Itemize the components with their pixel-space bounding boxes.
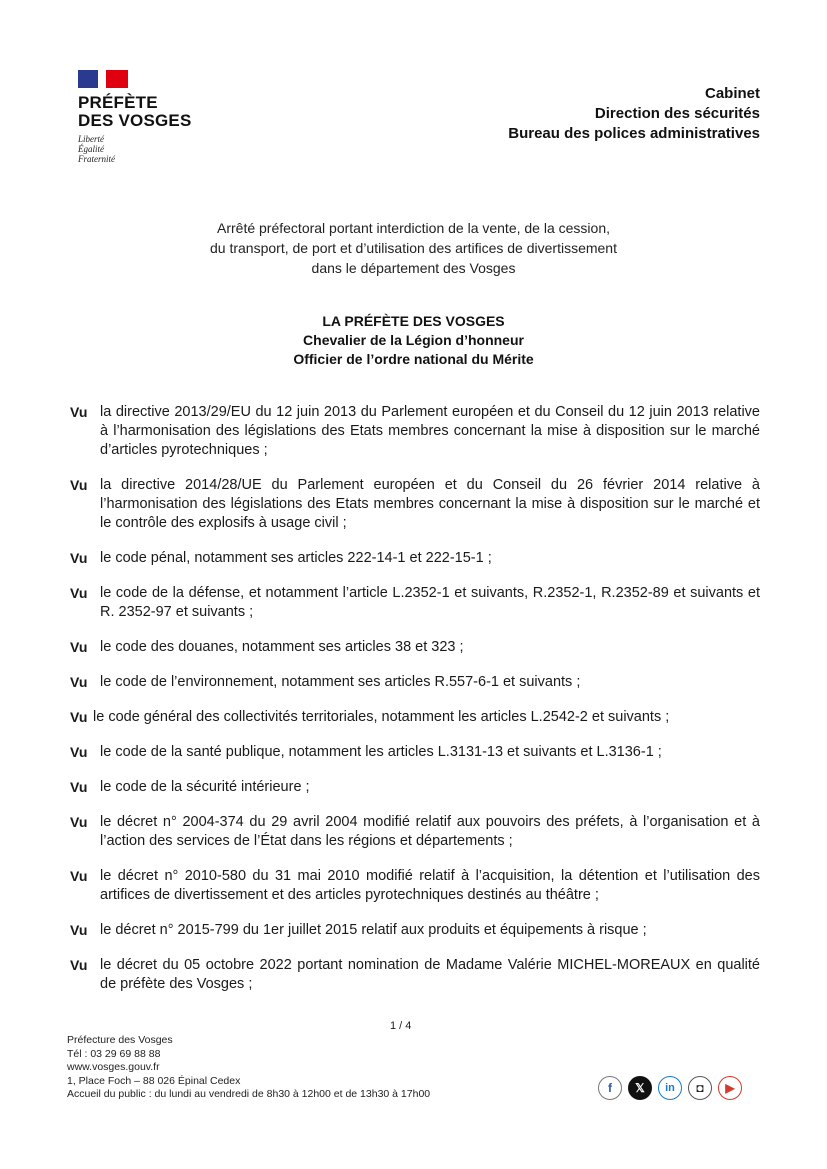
visa-text: le décret du 05 octobre 2022 portant nomination de Madame Valérie MICHEL-MOREAUX en qualité de préfète des Vosges ; (100, 957, 760, 992)
visa-text: la directive 2013/29/EU du 12 juin 2013 du Parlement européen et du Conseil du 12 juin 2013 relative à l’harmonisation des législations des Etats membres concernant la mise à disposition sur le marché d’articles pyrotechniques ; (100, 404, 760, 458)
visa-text: le code de l’environnement, notamment ses articles R.557-6-1 et suivants ; (100, 674, 581, 690)
visa-item (70, 476, 760, 533)
authority-line: LA PRÉFÈTE DES VOSGES (322, 313, 505, 329)
visa-item (70, 549, 760, 568)
footer-address: 1, Place Foch – 88 026 Épinal Cedex (67, 1074, 241, 1087)
authority-line: Chevalier de la Légion d’honneur (303, 332, 524, 348)
visa-text: le décret n° 2015-799 du 1er juillet 2015 relatif aux produits et équipements à risque ; (100, 922, 647, 938)
service-line: Cabinet (704, 85, 760, 102)
visa-text: le code de la défense, et notamment l’article L.2352-1 et suivants, R.2352-1, R.2352-89 et suivants et R. 2352-97 et suivants ; (100, 585, 760, 620)
visa-label: Vu (70, 550, 88, 566)
visa-text: la directive 2014/28/UE du Parlement européen et du Conseil du 26 février 2014 relative à l’harmonisation des législations des Etats membres concernant la mise à disposition sur le marché et le contrôle des explosifs à usage civil ; (100, 477, 760, 531)
republic-motto (78, 134, 191, 164)
visa-label: Vu (70, 814, 88, 830)
visa-text: le code pénal, notamment ses articles 222-14-1 et 222-15-1 ; (100, 550, 492, 566)
visa-item (70, 638, 760, 657)
social-links (598, 1076, 742, 1100)
footer-org-name: Préfecture des Vosges (67, 1034, 173, 1046)
authority-line: Officier de l’ordre national du Mérite (293, 351, 534, 367)
visa-item (70, 584, 760, 622)
visa-item (70, 403, 760, 460)
facebook-icon[interactable]: f (598, 1076, 622, 1100)
visa-item (70, 673, 760, 692)
visa-item (70, 921, 760, 940)
visa-label: Vu (70, 957, 88, 973)
motto-line: Liberté (78, 134, 104, 144)
visa-label: Vu (70, 404, 88, 420)
visa-label: Vu (70, 744, 88, 760)
visa-text: le décret n° 2004-374 du 29 avril 2004 modifié relatif aux pouvoirs des préfets, à l’organisation et à l’action des services de l’État dans les régions et départements ; (100, 814, 760, 849)
motto-line: Fraternité (78, 154, 115, 164)
service-line: Direction des sécurités (594, 105, 760, 122)
footer-website-link[interactable]: www.vosges.gouv.fr (67, 1061, 160, 1073)
instagram-icon[interactable]: ◘ (688, 1076, 712, 1100)
youtube-icon[interactable]: ▶ (718, 1076, 742, 1100)
issuing-service (508, 84, 760, 144)
x-twitter-icon[interactable]: 𝕏 (628, 1076, 652, 1100)
title-line: du transport, de port et d’utilisation des artifices de divertissement (210, 240, 617, 256)
visa-text: le code de la sécurité intérieure ; (100, 779, 310, 795)
visa-item (70, 778, 760, 797)
motto-line: Égalité (78, 144, 104, 154)
visa-text: le décret n° 2010-580 du 31 mai 2010 modifié relatif à l’acquisition, la détention et l’utilisation des artifices de divertissement et des articles pyrotechniques destinés au théâtre ; (100, 868, 760, 903)
visa-item (70, 813, 760, 851)
visa-label: Vu (70, 922, 88, 938)
linkedin-icon[interactable]: in (658, 1076, 682, 1100)
visa-label: Vu (70, 585, 88, 601)
visa-item (70, 743, 760, 762)
title-line: dans le département des Vosges (311, 260, 516, 276)
visa-text: le code général des collectivités territoriales, notamment les articles L.2542-2 et suivants ; (93, 709, 670, 725)
decree-title (0, 218, 827, 278)
visa-text: le code de la santé publique, notamment les articles L.3131-13 et suivants et L.3136-1 ; (100, 744, 662, 760)
service-line: Bureau des polices administratives (508, 125, 760, 142)
visa-text: le code des douanes, notamment ses articles 38 et 323 ; (100, 639, 464, 655)
marianne-flag-icon (78, 70, 128, 88)
visa-label: Vu (70, 674, 88, 690)
visa-item (70, 956, 760, 994)
logo-title-line: DES VOSGES (78, 111, 192, 130)
visa-label: Vu (70, 477, 88, 493)
title-line: Arrêté préfectoral portant interdiction de la vente, de la cession, (217, 220, 610, 236)
visa-label: Vu (70, 868, 88, 884)
visa-label: Vu (70, 639, 88, 655)
footer-phone: Tél : 03 29 69 88 88 (67, 1047, 161, 1060)
logo-title-line: PRÉFÈTE (78, 93, 158, 112)
authority-block (0, 312, 827, 369)
visa-item (70, 867, 760, 905)
page-number: 1 / 4 (390, 1020, 412, 1032)
footer-opening-hours: Accueil du public : du lundi au vendredi de 8h30 à 12h00 et de 13h30 à 17h00 (67, 1088, 431, 1100)
footer-contact (67, 1034, 430, 1102)
visa-item (70, 708, 760, 727)
logo-title (78, 94, 191, 130)
visa-label: Vu (70, 709, 88, 725)
prefecture-logo (78, 70, 191, 164)
visa-label: Vu (70, 779, 88, 795)
visa-list (70, 403, 760, 1010)
